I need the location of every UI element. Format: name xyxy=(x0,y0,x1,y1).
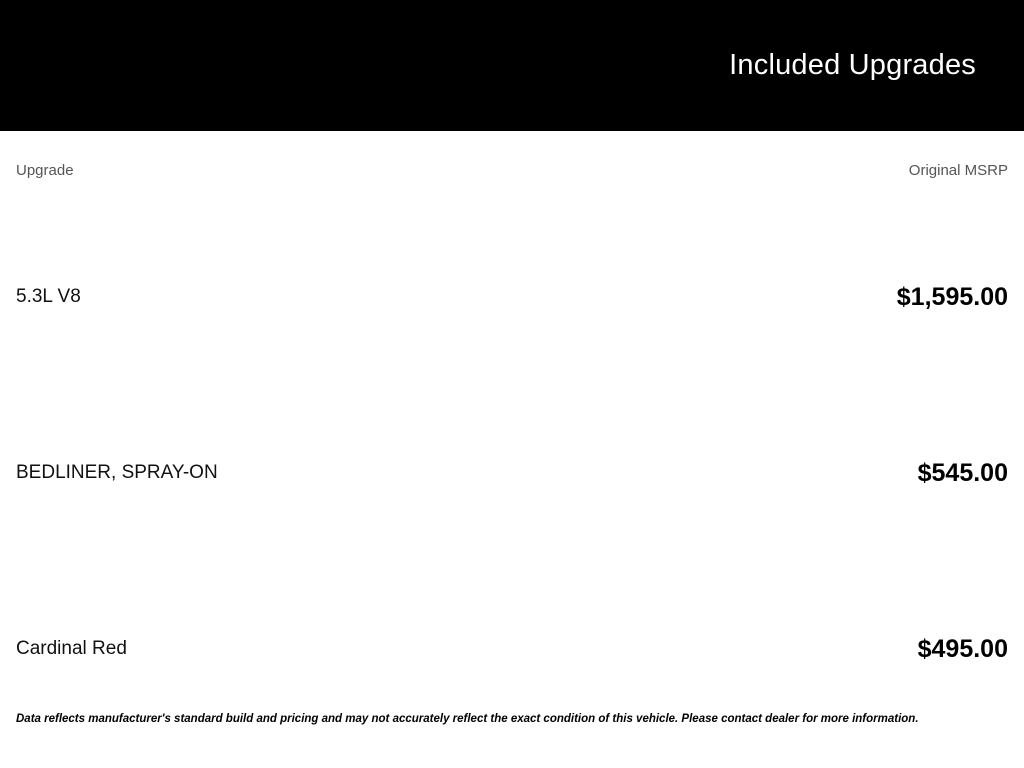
table-header-row xyxy=(16,131,1008,209)
column-header-original-msrp: Original MSRP xyxy=(908,161,1008,179)
disclaimer-text: Data reflects manufacturer's standard build and pricing and may not accurately reflect the exact condition of this vehicle. Please contact dealer for more information. xyxy=(16,713,919,725)
table-row xyxy=(16,209,1008,385)
upgrade-name: BEDLINER, SPRAY-ON xyxy=(16,461,218,483)
page-header xyxy=(0,0,1024,131)
upgrade-price: $545.00 xyxy=(917,459,1008,487)
page-title: Included Upgrades xyxy=(729,49,976,81)
column-header-upgrade: Upgrade xyxy=(16,161,74,179)
upgrade-price: $495.00 xyxy=(917,635,1008,663)
upgrade-price: $1,595.00 xyxy=(896,283,1008,311)
upgrades-table xyxy=(0,131,1024,737)
upgrade-name: 5.3L V8 xyxy=(16,285,81,307)
upgrade-name: Cardinal Red xyxy=(16,637,127,659)
table-row xyxy=(16,385,1008,561)
table-row xyxy=(16,561,1008,737)
